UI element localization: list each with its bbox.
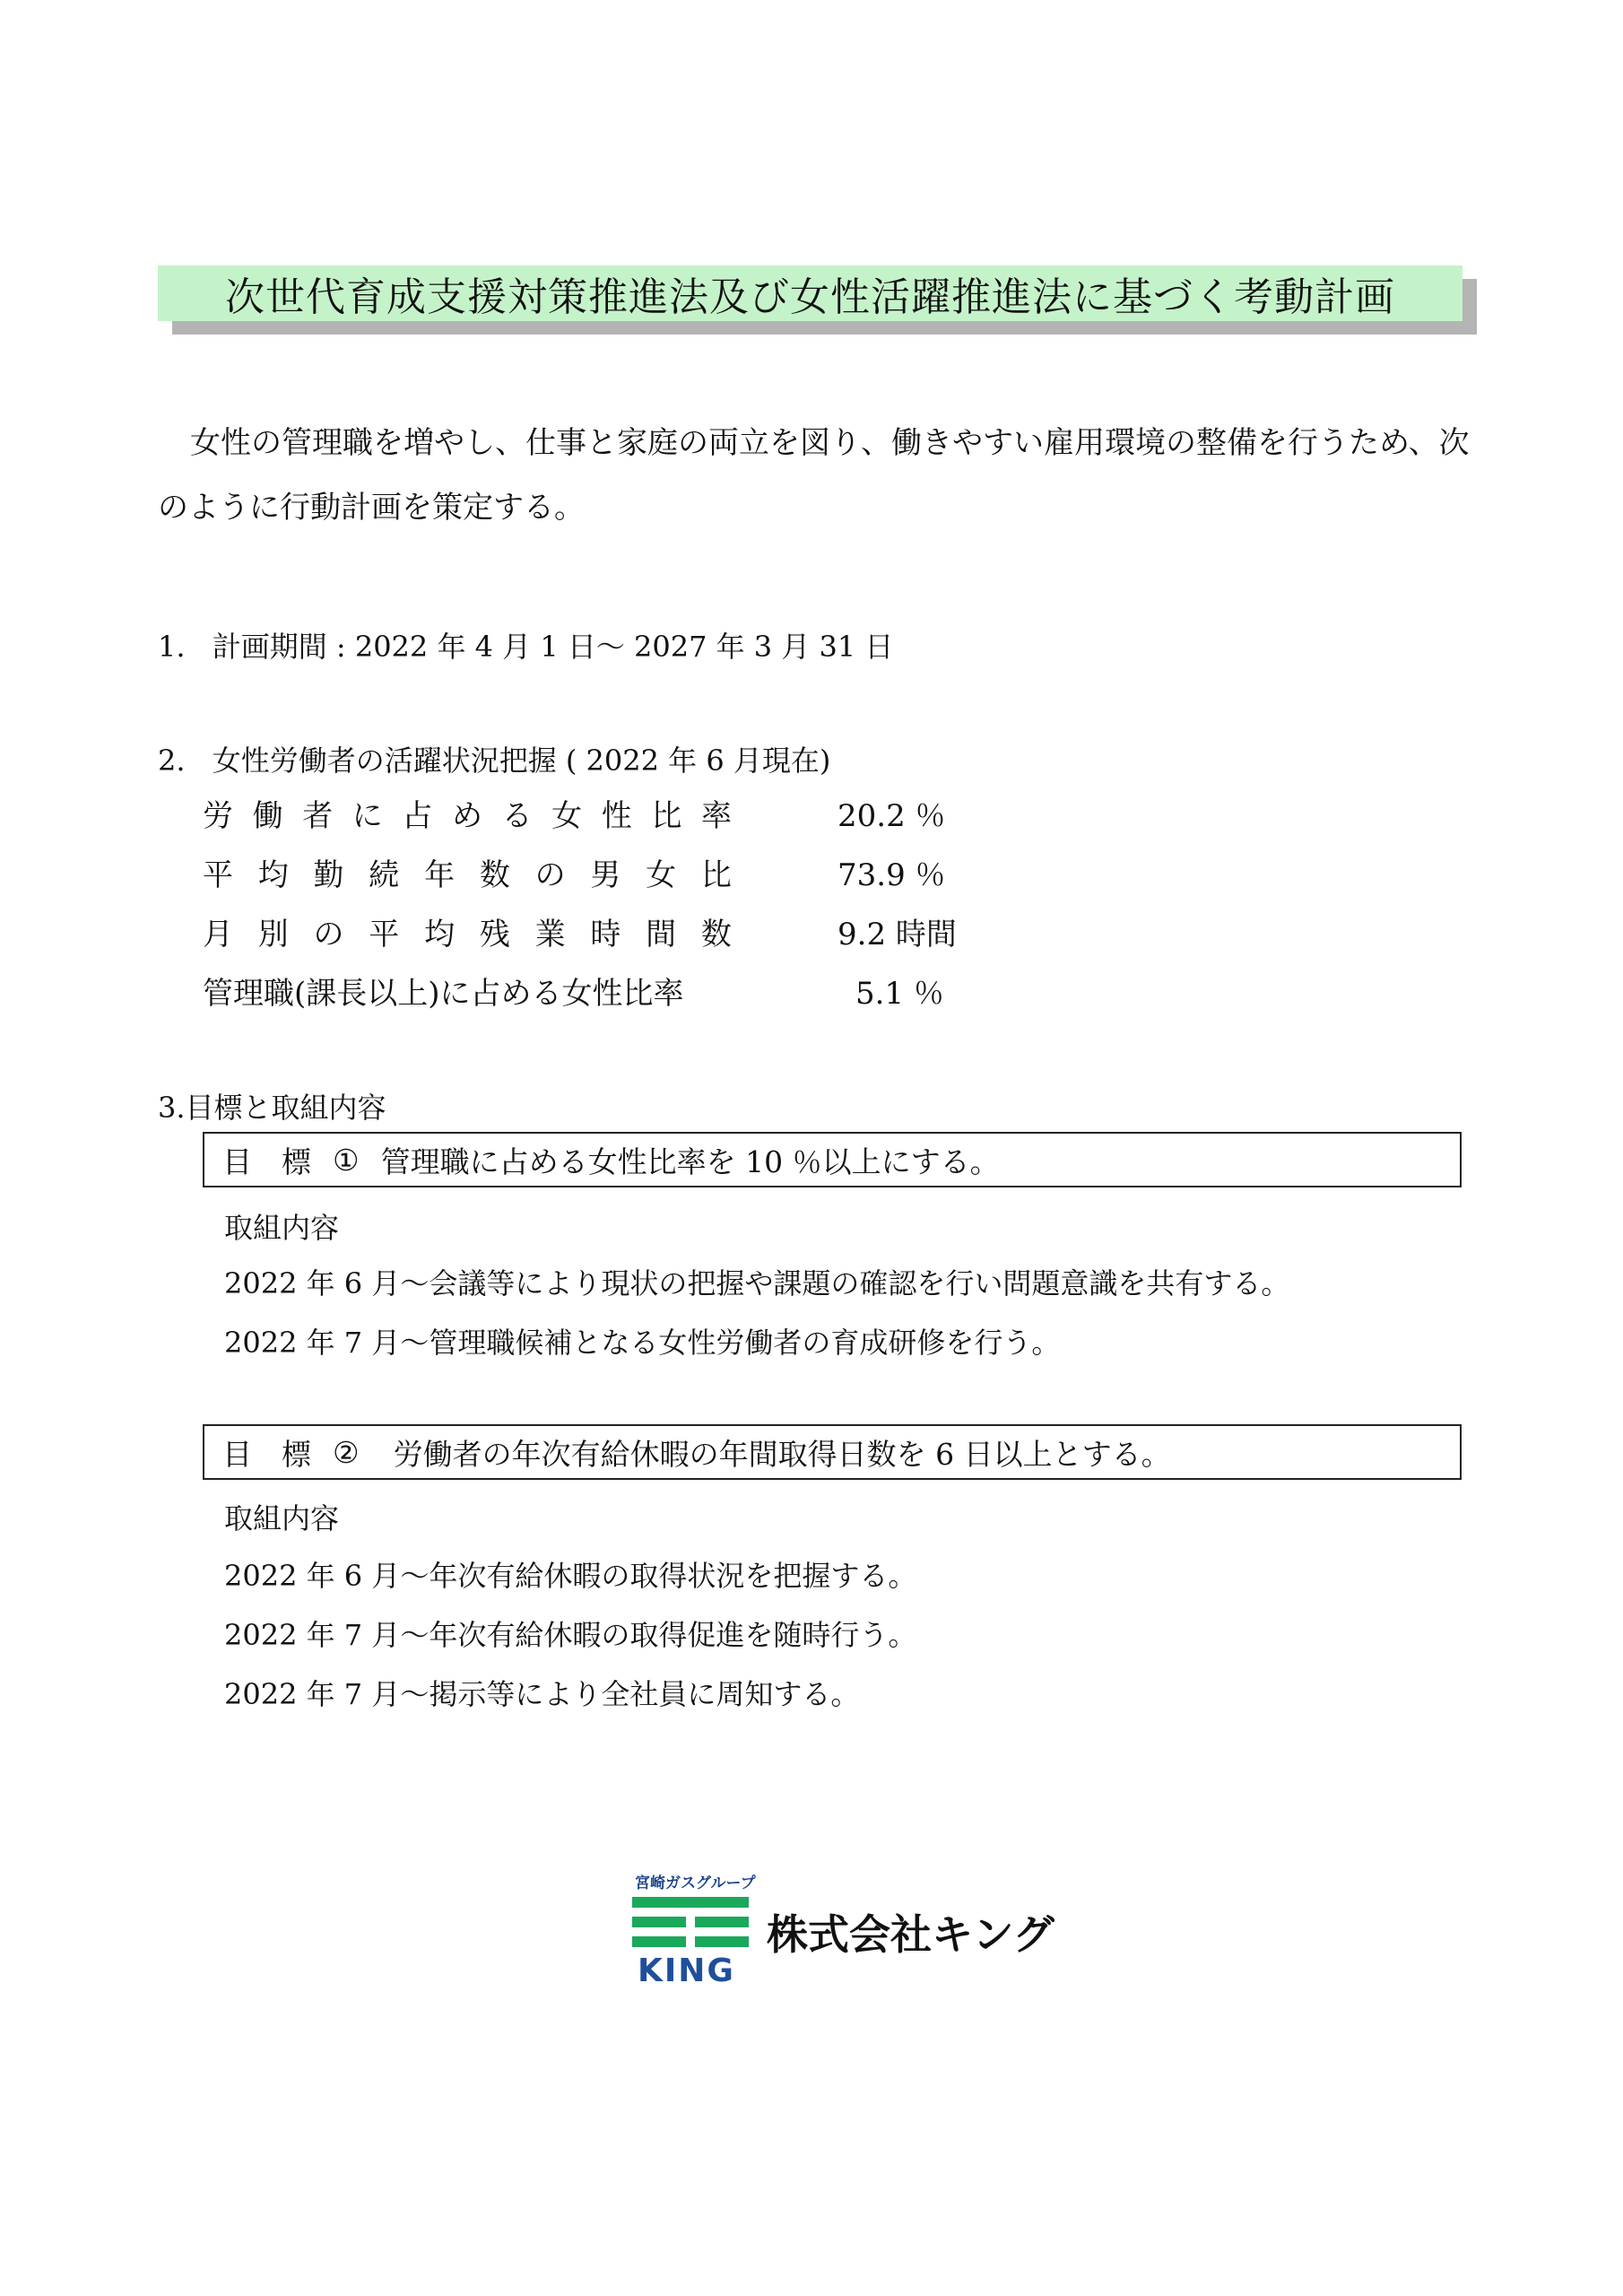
- document-title-text: 次世代育成支援対策推進法及び女性活躍推進法に基づく考動計画: [225, 274, 1395, 320]
- stat-value: 5.1 ％: [855, 976, 944, 1012]
- section-3-heading: 3.目標と取組内容: [158, 1091, 386, 1125]
- logo-company-name: 株式会社キング: [767, 1910, 1055, 1959]
- goal-box-2: [203, 1424, 1462, 1480]
- goal-1-items-heading: 取組内容: [224, 1211, 340, 1245]
- king-logo-icon: [632, 1895, 749, 1951]
- document-title: [158, 265, 1462, 321]
- goal-1-item: 2022 年 7 月～管理職候補となる女性労働者の育成研修を行う。: [224, 1326, 1061, 1360]
- goal-mark: 目 標: [222, 1144, 311, 1179]
- stat-label-char: 者: [302, 798, 334, 834]
- stat-row: [203, 791, 1010, 836]
- stat-row: [203, 909, 1010, 954]
- goal-2-item: 2022 年 7 月～掲示等により全社員に周知する。: [224, 1677, 860, 1711]
- logo-brand: KING: [638, 1952, 735, 1989]
- stat-label-char: 別: [257, 917, 289, 952]
- goal-text: 労働者の年次有給休暇の年間取得日数を 6 日以上とする。: [393, 1436, 1171, 1472]
- stat-label-char: め: [451, 798, 482, 834]
- stat-label-char: 業: [534, 917, 566, 952]
- intro-paragraph: 女性の管理職を増やし、仕事と家庭の両立を図り、働きやすい雇用環境の整備を行うため、次のように行動計画を策定する。: [158, 425, 1470, 526]
- stat-label-char: 比: [651, 798, 682, 834]
- stat-label: [203, 791, 732, 835]
- section-2-number: 2.: [158, 744, 186, 778]
- goal-2-items-heading: 取組内容: [224, 1501, 340, 1535]
- stat-label-char: る: [501, 798, 533, 834]
- stat-label-char: の: [534, 857, 566, 893]
- stat-label-char: 働: [252, 798, 283, 834]
- section-1: [158, 624, 893, 665]
- stat-label-char: 間: [646, 917, 677, 952]
- section-1-number: 1.: [158, 630, 186, 664]
- stat-label-char: に: [352, 798, 383, 834]
- stat-label-char: 続: [369, 857, 400, 893]
- stat-label: [203, 850, 732, 894]
- stat-value: 73.9 ％: [838, 857, 946, 893]
- stat-value: 9.2 時間: [838, 917, 957, 952]
- goal-1-item: 2022 年 6 月～会議等により現状の把握や課題の確認を行い問題意識を共有する。: [224, 1266, 1290, 1300]
- goal-2-item: 2022 年 7 月～年次有給休暇の取得促進を随時行う。: [224, 1618, 917, 1652]
- stat-row: [203, 969, 1010, 1013]
- stat-label-char: 率: [700, 798, 732, 834]
- goal-2-item: 2022 年 6 月～年次有給休暇の取得状況を把握する。: [224, 1559, 917, 1593]
- stat-label-char: 平: [369, 917, 400, 952]
- stat-label-char: 均: [257, 857, 289, 893]
- stat-label-char: 比: [700, 857, 732, 893]
- goal-mark: 目 標: [222, 1436, 311, 1472]
- goal-box-1: [203, 1132, 1462, 1187]
- stat-label-char: 平: [203, 857, 233, 893]
- stat-value: 20.2 ％: [838, 798, 946, 834]
- logo-group-name: 宮崎ガスグループ: [635, 1874, 756, 1892]
- stat-label-char: 時: [590, 917, 621, 952]
- stat-row: [203, 850, 1010, 895]
- stat-label-char: 女: [646, 857, 677, 893]
- stat-label-char: 均: [424, 917, 456, 952]
- section-1-text: 計画期間 : 2022 年 4 月 1 日～ 2027 年 3 月 31 日: [212, 630, 894, 664]
- company-logo: [632, 1870, 1063, 1987]
- stat-label: 管理職(課長以上)に占める女性比率: [203, 976, 684, 1012]
- section-2-heading: [158, 738, 830, 779]
- section-2-heading-text: 女性労働者の活躍状況把握 ( 2022 年 6 月現在): [212, 744, 831, 778]
- goal-text: 管理職に占める女性比率を 10 ％以上にする。: [380, 1144, 1000, 1179]
- stat-label-char: 数: [700, 917, 732, 952]
- stat-label-char: 男: [590, 857, 621, 893]
- stat-label-char: 残: [479, 917, 510, 952]
- goal-number: ①: [333, 1142, 360, 1178]
- stat-label-char: 数: [479, 857, 510, 893]
- stat-label-char: 占: [402, 798, 433, 834]
- stat-label-char: の: [313, 917, 344, 952]
- stat-label-char: 勤: [313, 857, 344, 893]
- stat-label-char: 労: [203, 798, 233, 834]
- goal-number: ②: [333, 1434, 360, 1470]
- stat-label-char: 女: [551, 798, 583, 834]
- stat-label-char: 性: [601, 798, 632, 834]
- stat-label: [203, 909, 732, 953]
- stat-label-char: 年: [424, 857, 456, 893]
- stat-label-char: 月: [203, 917, 233, 952]
